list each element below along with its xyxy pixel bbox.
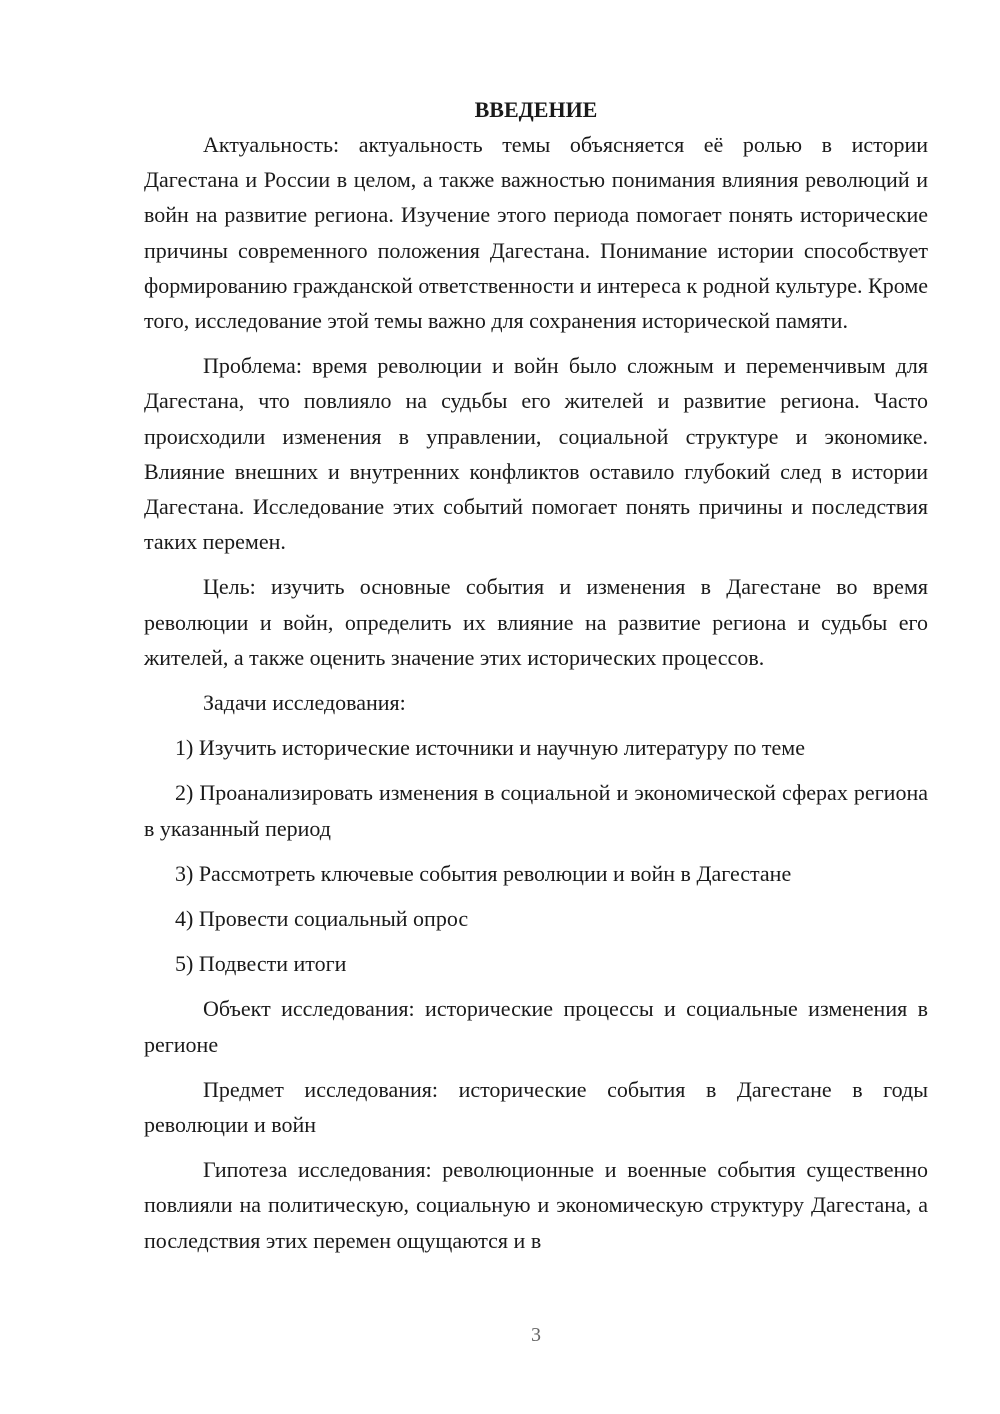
section-title: ВВЕДЕНИЕ — [474, 97, 598, 122]
paragraph-goal: Цель: изучить основные события и изменения в Дагестане во время революции и войн, определить их влияние на развитие региона и судьбы его жителей, а также оценить значение этих исторических процессов. — [144, 574, 928, 670]
paragraph-subject: Предмет исследования: исторические события в Дагестане в годы революции и войн — [144, 1076, 928, 1138]
paragraph-hypothesis: Гипотеза исследования: революционные и военные события существенно повлияли на политическую, социальную и экономическую структуру Дагестана, а последствия этих перемен ощущаются и в — [144, 1157, 928, 1253]
paragraph-relevance: Актуальность: актуальность темы объясняется её ролью в истории Дагестана и России в целом, а также важностью понимания влияния революций и войн на развитие региона. Изучение этого периода помогает понять исторические причины современного положения Дагестана. Понимание истории способствует формированию гражданской ответственности и интереса к родной культуре. Кроме того, исследование этой темы важно для сохранения исторической памяти. — [144, 132, 928, 334]
tasks-list — [144, 730, 928, 981]
list-item: 2) Проанализировать изменения в социальной и экономической сферах региона в указанный период — [144, 780, 928, 841]
paragraph-problem: Проблема: время революции и войн было сложным и переменчивым для Дагестана, что повлияло на судьбы его жителей и развитие региона. Часто происходили изменения в управлении, социальной структуре и экономике. Влияние внешних и внутренних конфликтов оставило глубокий след в истории Дагестана. Исследование этих событий помогает понять причины и последствия таких перемен. — [144, 353, 928, 555]
list-item: 3) Рассмотреть ключевые события революции и войн в Дагестане — [175, 860, 792, 886]
list-item: 4) Провести социальный опрос — [175, 906, 469, 932]
paragraph-object: Объект исследования: исторические процессы и социальные изменения в регионе — [144, 996, 928, 1057]
list-item: 1) Изучить исторические источники и научную литературу по теме — [175, 735, 805, 761]
document-page — [144, 92, 928, 1268]
list-item: 5) Подвести итоги — [175, 951, 347, 977]
page-number: 3 — [531, 1324, 541, 1346]
paragraph-tasks-heading: Задачи исследования: — [203, 690, 406, 716]
